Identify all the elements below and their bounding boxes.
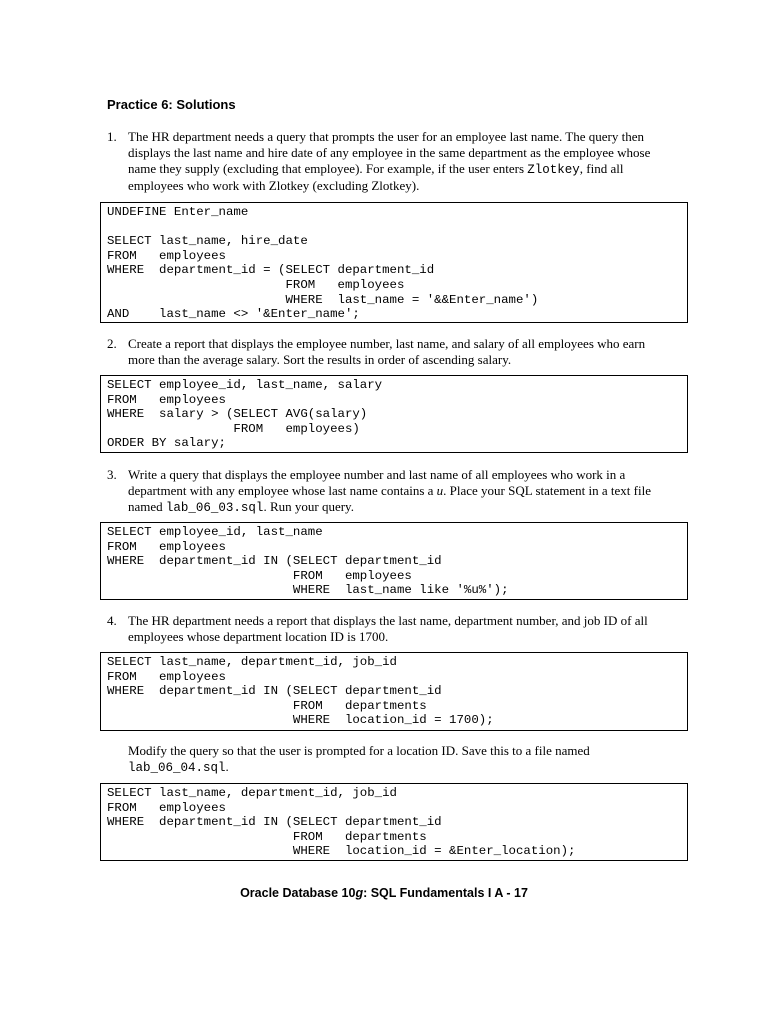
code-line: FROM departments	[107, 698, 427, 713]
code-line: FROM departments	[107, 829, 427, 844]
code-line	[107, 220, 681, 235]
question-number: 4.	[107, 613, 117, 628]
question-4-modify	[107, 743, 667, 776]
code-line: FROM employees	[107, 277, 405, 292]
question-number: 3.	[107, 467, 117, 482]
question-number: 1.	[107, 129, 117, 144]
code-line: UNDEFINE Enter_name	[107, 205, 249, 219]
code-line: FROM employees	[107, 392, 226, 407]
code-block	[100, 375, 688, 453]
question-1	[107, 129, 667, 194]
code-line: WHERE last_name like '%u%');	[107, 583, 509, 598]
code-block	[100, 522, 688, 600]
code-block	[100, 202, 688, 323]
question-number: 2.	[107, 336, 117, 351]
code-line: SELECT employee_id, last_name	[107, 525, 323, 539]
code-line: WHERE department_id = (SELECT department_id	[107, 263, 435, 278]
code-line: WHERE location_id = &Enter_location);	[107, 844, 576, 859]
code-line: SELECT last_name, hire_date	[107, 234, 308, 249]
question-text: The HR department needs a query that prompts the user for an employee last name. The query then displays the last name and hire date of any employee in the same department as the employee whose name they supply (excluding that employee). For example, if the user enters Zlotkey, find all employees who work with Zlotkey (excluding Zlotkey).	[128, 129, 651, 193]
page-footer: Oracle Database 10g: SQL Fundamentals I A - 17	[240, 886, 528, 900]
code-line: SELECT last_name, department_id, job_id	[107, 655, 397, 669]
code-line: FROM employees	[107, 568, 412, 583]
code-line: FROM employees	[107, 669, 226, 684]
question-text: Create a report that displays the employee number, last name, and salary of all employees who earn more than the average salary. Sort the results in order of ascending salary.	[128, 336, 646, 367]
code-line: WHERE department_id IN (SELECT department_id	[107, 684, 442, 699]
code-line: WHERE location_id = 1700);	[107, 713, 494, 728]
code-block	[100, 652, 688, 731]
code-line: WHERE department_id IN (SELECT department_id	[107, 554, 442, 569]
page-heading: Practice 6: Solutions	[107, 97, 236, 112]
code-line: FROM employees	[107, 800, 226, 815]
code-block	[100, 783, 688, 861]
code-line: FROM employees	[107, 539, 226, 554]
code-line: SELECT employee_id, last_name, salary	[107, 378, 383, 392]
question-text: Modify the query so that the user is prompted for a location ID. Save this to a file named lab_06_04.sql.	[128, 743, 590, 775]
code-line: WHERE last_name = '&&Enter_name')	[107, 292, 539, 307]
code-line: FROM employees	[107, 248, 226, 263]
question-2	[107, 336, 667, 368]
code-line: AND last_name <> '&Enter_name';	[107, 307, 360, 322]
question-text: Write a query that displays the employee number and last name of all employees who work in a department with any employee whose last name contains a u. Place your SQL statement in a text file named lab_06_03.sql. Run your query.	[128, 467, 651, 515]
question-4	[107, 613, 667, 645]
code-line: WHERE salary > (SELECT AVG(salary)	[107, 407, 368, 422]
code-line: WHERE department_id IN (SELECT department_id	[107, 815, 442, 830]
code-line: ORDER BY salary;	[107, 436, 226, 451]
question-3	[107, 467, 667, 516]
code-line: SELECT last_name, department_id, job_id	[107, 786, 397, 800]
code-line: FROM employees)	[107, 421, 360, 436]
question-text: The HR department needs a report that displays the last name, department number, and job ID of all employees whose department location ID is 1700.	[128, 613, 648, 644]
